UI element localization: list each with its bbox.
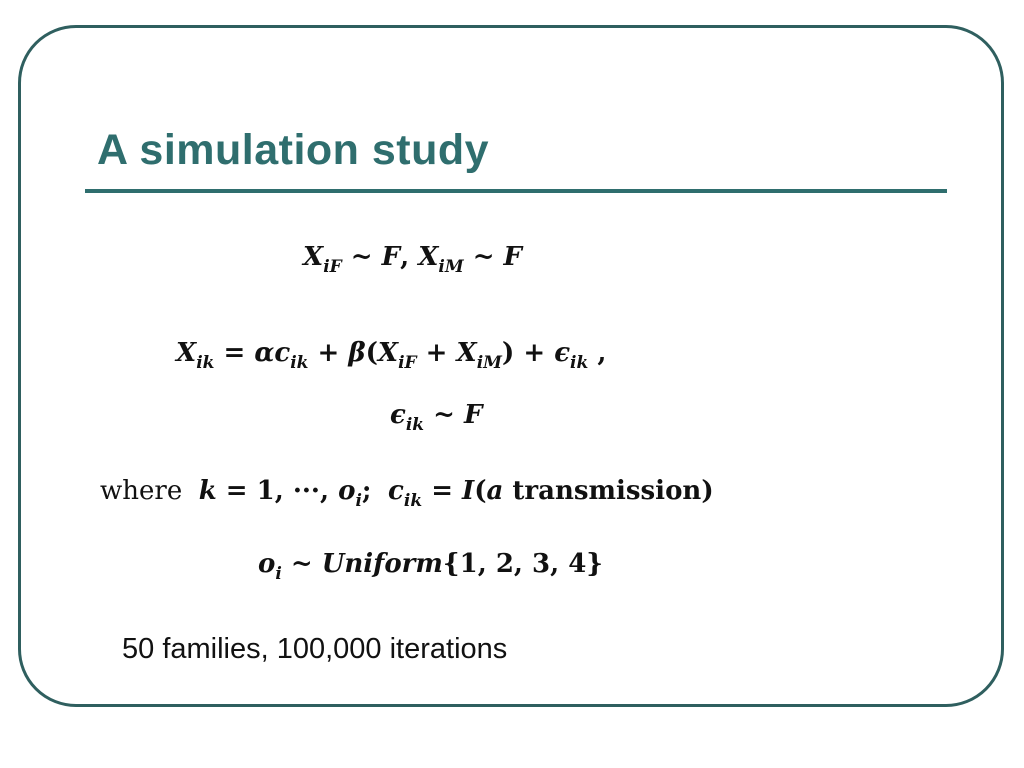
equation-offspring-count: $o_i$ ~ Uniform{1, 2, 3, 4} — [258, 549, 604, 584]
equation-where-clause: where k = 1, ···, $o_i$; $c_{ik} = I(a$ transmission) — [100, 476, 714, 511]
title-underline — [85, 189, 947, 193]
simulation-caption: 50 families, 100,000 iterations — [122, 633, 508, 665]
equation-offspring-model: $X_{ik} = \alpha c_{ik} + \beta(X_{iF} + X_{iM}) + \epsilon_{ik}$ , — [176, 338, 607, 373]
equation-error-distribution: $\epsilon_{ik}$ ~ F — [390, 400, 483, 435]
slide-title: A simulation study — [97, 126, 490, 174]
equation-parent-distribution: $X_{iF}$ ~ F, $X_{iM}$ ~ F — [303, 242, 523, 277]
